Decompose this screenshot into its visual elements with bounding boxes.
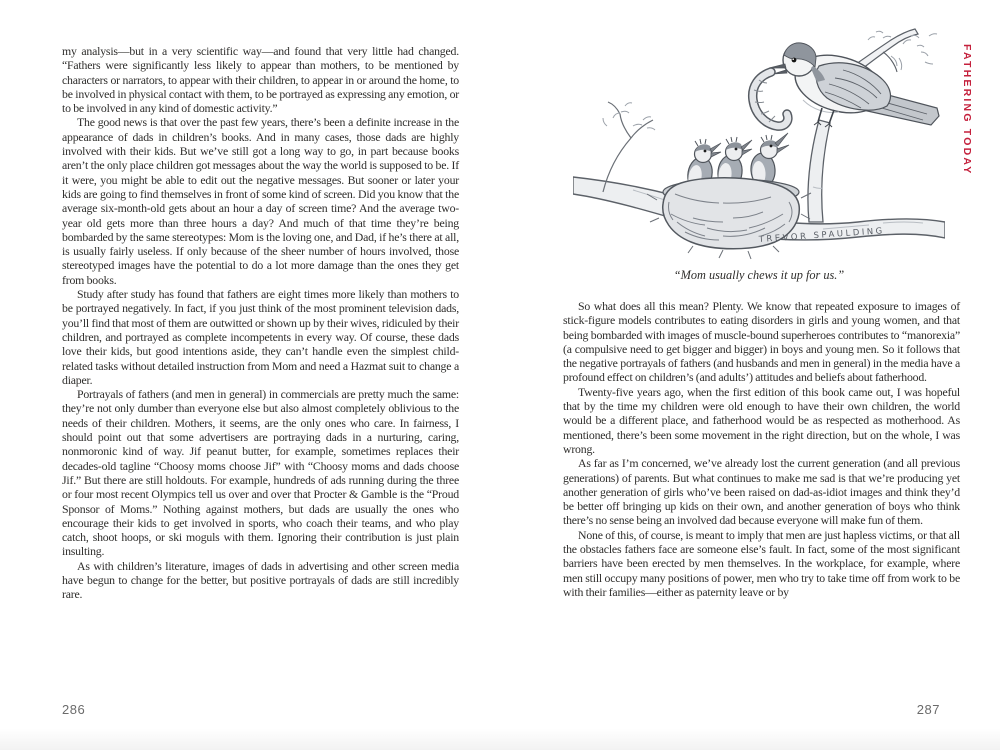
paragraph: As far as I’m concerned, we’ve already lost the current generation (and all previous generations) of parents. But what continues to make me sad is that we’re producing yet another generation of girls who’ve been raised on dad-as-idiot images and think they’d be better off bringing up kids on their own, and another generation of boys who think there’s no sense being an involved dad because everyone will make fun of them. — [563, 456, 960, 528]
nest — [647, 178, 811, 259]
page-number-left: 286 — [62, 702, 86, 717]
left-text-column — [62, 44, 459, 602]
paragraph: As with children’s literature, images of dads in advertising and other screen media have begun to change for the better, but positive portrayals of dads are still incredibly rare. — [62, 558, 459, 602]
worm — [753, 72, 788, 126]
paragraph: my analysis—but in a very scientific way—and found that very little had changed. “Fathers were significantly less likely to appear than mothers, to be mentioned by characters or narrators, to appear with their children, to appear in or around the home, to be involved in physical contact with them, to be portrayed as expressing any emotion, or to be involved in any kind of domestic activity.” — [62, 44, 459, 116]
cartoon-caption: “Mom usually chews it up for us.” — [673, 268, 845, 282]
paragraph: Twenty-five years ago, when the first edition of this book came out, I was hopeful that by the time my children were old enough to have their own children, the world would be a different place, and fatherhood would be as respected as motherhood. As mentioned, there’s been some movement in the right direction, but on the whole, I was wrong. — [563, 384, 960, 456]
running-head: FATHERING TODAY — [961, 44, 973, 176]
paragraph: Study after study has found that fathers are eight times more likely than mothers to be portrayed negatively. In fact, if you just think of the most prominent television dads, you’ll find that most of them are outwitted or shown up by their wives, ridiculed by their children, and portrayed as complete incompetents in every way. Of course, these dads love their kids, but good intentions aside, they can’t handle even the simplest child-related tasks without detailed instruction from Mom and need a Hazmat suit to change a diaper. — [62, 287, 459, 387]
perch-branch — [808, 120, 830, 222]
page-bottom-shadow — [0, 728, 1000, 750]
eye — [792, 58, 797, 63]
right-text-column — [563, 299, 960, 599]
paragraph: So what does all this mean? Plenty. We know that repeated exposure to images of stick-figure models contributes to eating disorders in girls and young women, and that being bombarded with images of muscle-bound superheroes contributes to “manorexia” (a compulsive need to get bigger and bigger) in boys and young men. So it follows that the negative portrayals of fathers (and husbands and men in general) in the media have a profound effect on children’s (and adults’) attitudes and beliefs about fatherhood. — [563, 299, 960, 385]
mother-bird — [753, 43, 939, 127]
left-twig — [603, 102, 655, 192]
paragraph: None of this, of course, is meant to imply that men are just hapless victims, or that all the obstacles fathers face are someone else’s fault. In fact, some of the most significant barriers have been erected by men themselves. In the workplace, for example, where men still occupy many positions of power, men who try to take time off from work to be with their families—either as paternity leave or by — [563, 527, 960, 599]
page-number-right: 287 — [916, 702, 940, 717]
cartoon-illustration — [573, 22, 945, 265]
leaves-cluster — [603, 103, 655, 130]
paragraph: Portrayals of fathers (and men in general) in commercials are pretty much the same: they’re not only dumber than everyone else but also almost completely oblivious to the needs of their children. Mothers, it seems, are the only ones who care. In fairness, I should point out that some advertisers are portraying dads in a nurturing, caring, nonmoronic kind of way. Jif peanut butter, for example, sometimes replaces their decades-old tagline “Choosy moms choose Jif” with “Choosy moms and dads choose Jif.” But there are still holdouts. For example, hundreds of ads running during the three or four most recent Olympics tell us over and over that Procter & Gamble is the “Proud Sponsor of Moms.” Nothing against mothers, but dads are usually the ones who encourage their kids to get involved in sports, who coach their teams, and who play catch, shoot hoops, or ski moguls with them. Ignoring their contribution is just plain insulting. — [62, 387, 459, 559]
artist-signature: TREVOR SPAULDING — [758, 226, 886, 245]
paragraph: The good news is that over the past few years, there’s been a definite increase in the appearance of dads in children’s books. And in many cases, those dads are highly involved with their kids. But we’ve still got a long way to go, in part because books aren’t the only place children got messages about the way the world is supposed to be. If it were, you might be able to edit out the negative messages. But sooner or later your kids are going to find themselves in front of some kind of screen. Did you know that the average six-month-old gets about an hour a day of screen time? And the average two-year old gets more than three hours a day? And much of that time they’re being bombarded by the same stereotypes: Mom is the loving one, and Dad, if he’s there at all, is usually fairly useless. If only because of the sheer number of hours involved, those stereotyped images have the potential to do a lot more damage than the ones they get from books. — [62, 115, 459, 287]
